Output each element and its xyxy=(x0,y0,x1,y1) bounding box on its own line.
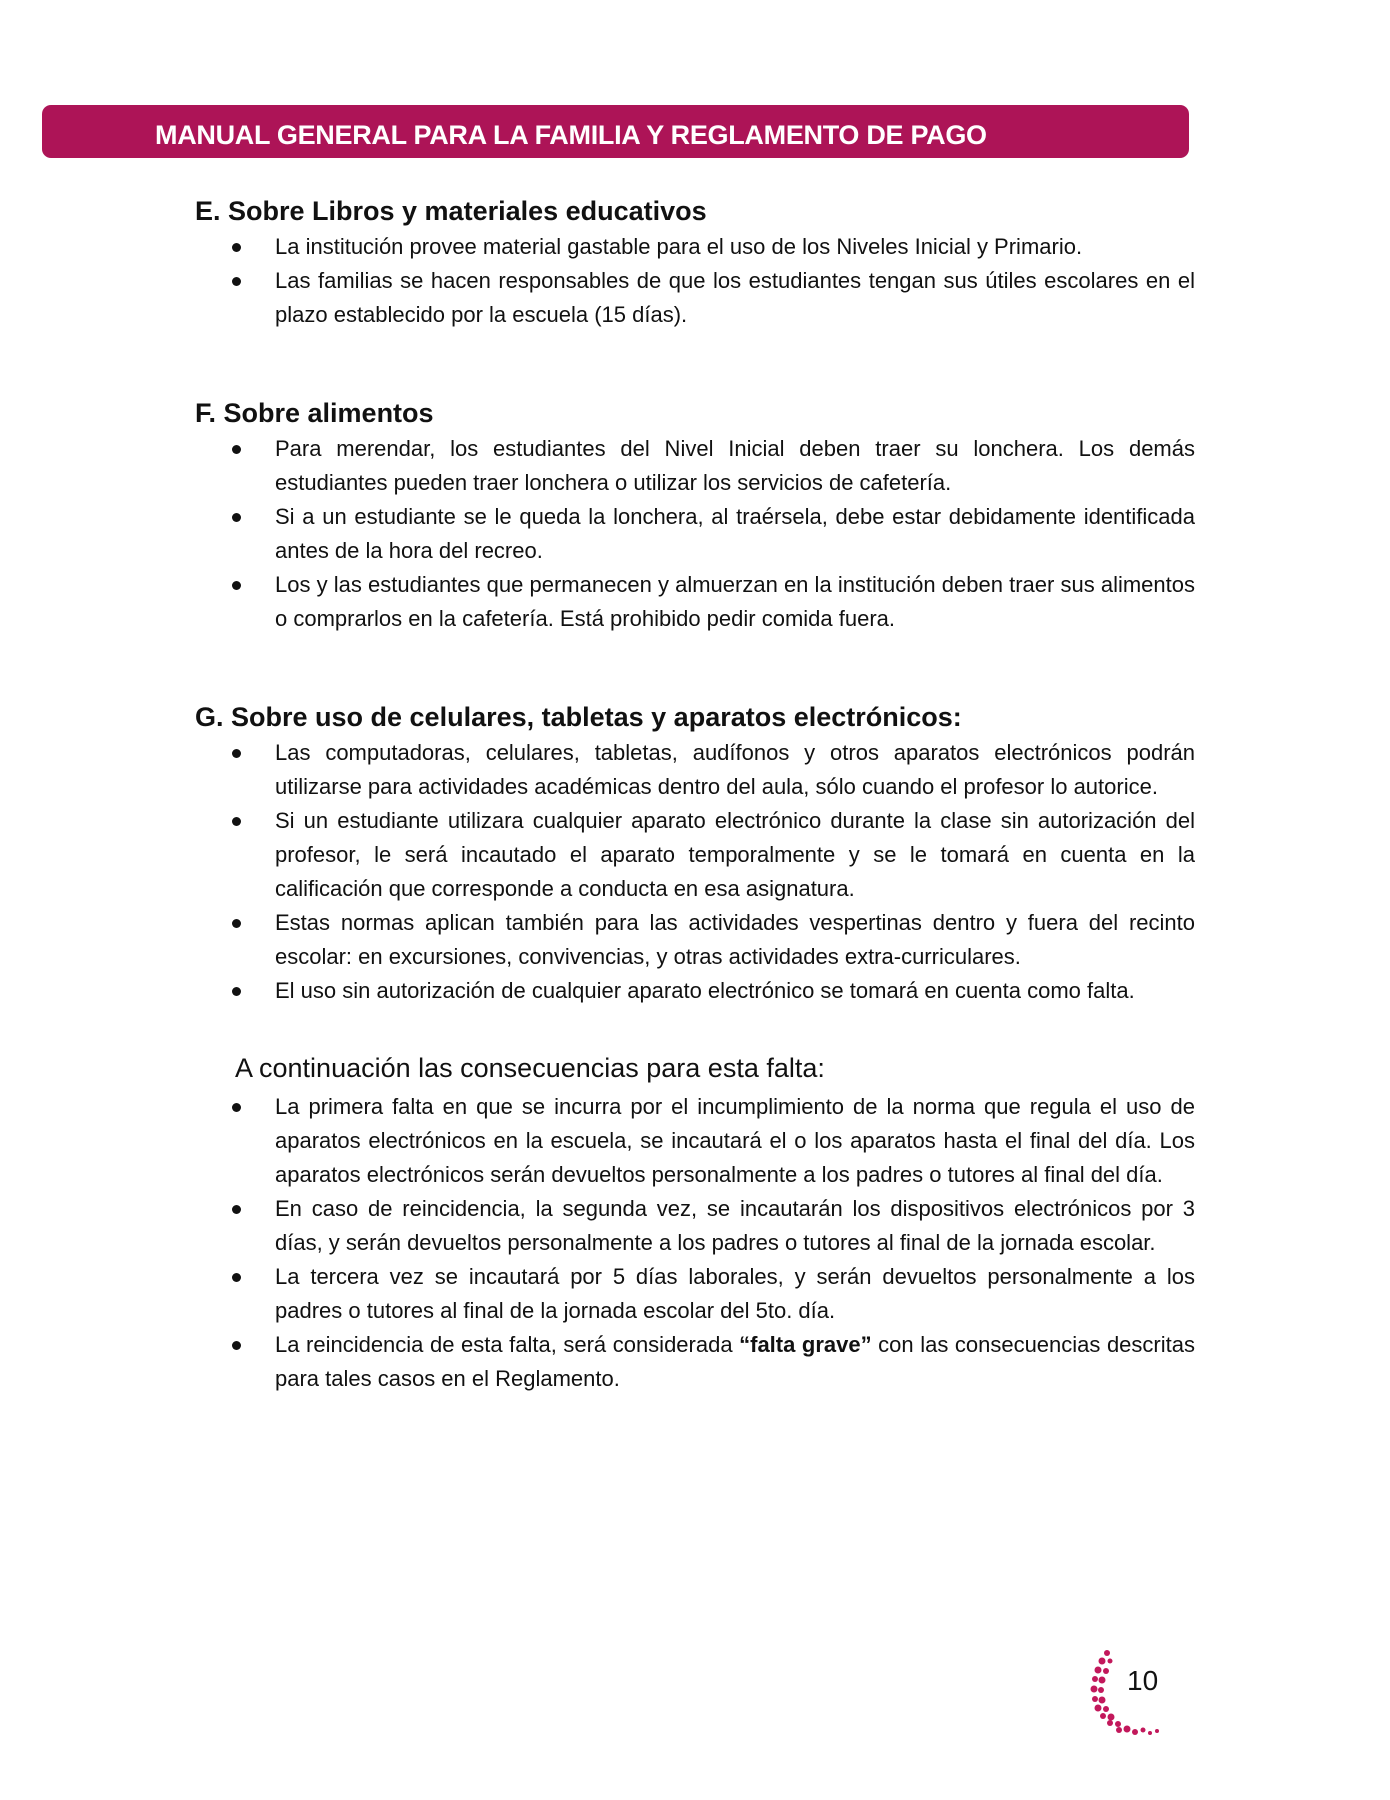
list-item: Para merendar, los estudiantes del Nivel Inicial deben traer su lonchera. Los demás estudiantes pueden traer lonchera o utilizar los servicios de cafetería. xyxy=(195,432,1195,500)
bullet-list xyxy=(195,230,1195,332)
consequences-list xyxy=(195,1090,1195,1396)
section-f xyxy=(195,394,1195,636)
bullet-icon xyxy=(232,987,241,996)
bullet-icon xyxy=(232,513,241,522)
section-title: E. Sobre Libros y materiales educativos xyxy=(195,196,707,226)
bullet-list xyxy=(195,432,1195,636)
bullet-icon xyxy=(232,817,241,826)
list-item: Las familias se hacen responsables de que los estudiantes tengan sus útiles escolares en el plazo establecido por la escuela (15 días). xyxy=(195,264,1195,332)
bullet-icon xyxy=(232,1103,241,1112)
list-item: El uso sin autorización de cualquier aparato electrónico se tomará en cuenta como falta. xyxy=(195,974,1195,1008)
list-item: Si a un estudiante se le queda la lonchera, al traérsela, debe estar debidamente identificada antes de la hora del recreo. xyxy=(195,500,1195,568)
bullet-icon xyxy=(232,1341,241,1350)
bullet-list xyxy=(195,736,1195,1008)
bullet-icon xyxy=(232,277,241,286)
list-item: Los y las estudiantes que permanecen y almuerzan en la institución deben traer sus alimentos o comprarlos en la cafetería. Está prohibido pedir comida fuera. xyxy=(195,568,1195,636)
bullet-icon xyxy=(232,1205,241,1214)
document-body xyxy=(195,192,1195,1396)
list-item-text-before: La reincidencia de esta falta, será considerada xyxy=(275,1332,740,1357)
section-g xyxy=(195,698,1195,1396)
bullet-icon xyxy=(232,1273,241,1282)
document-title: MANUAL GENERAL PARA LA FAMILIA Y REGLAMENTO DE PAGO xyxy=(155,120,987,150)
emphasis-falta-grave: “falta grave” xyxy=(739,1332,872,1357)
section-title: F. Sobre alimentos xyxy=(195,398,434,428)
page-number: 10 xyxy=(1127,1665,1159,1696)
list-item: La institución provee material gastable para el uso de los Niveles Inicial y Primario. xyxy=(195,230,1195,264)
consequences-heading: A continuación las consecuencias para esta falta: xyxy=(235,1053,825,1083)
list-item xyxy=(195,1328,1195,1396)
bullet-icon xyxy=(232,749,241,758)
bullet-icon xyxy=(232,919,241,928)
section-title: G. Sobre uso de celulares, tabletas y aparatos electrónicos: xyxy=(195,702,962,732)
bullet-icon xyxy=(232,445,241,454)
list-item: Si un estudiante utilizara cualquier aparato electrónico durante la clase sin autorización del profesor, le será incautado el aparato temporalmente y se le tomará en cuenta en la calificación que corresponde a conducta en esa asignatura. xyxy=(195,804,1195,906)
header-bar xyxy=(42,105,1189,158)
list-item: Estas normas aplican también para las actividades vespertinas dentro y fuera del recinto escolar: en excursiones, convivencias, y otras actividades extra-curriculares. xyxy=(195,906,1195,974)
bullet-icon xyxy=(232,243,241,252)
list-item-text-after: con las consecuencias descritas para tales casos en el Reglamento. xyxy=(275,1332,1195,1391)
list-item: En caso de reincidencia, la segunda vez, se incautarán los dispositivos electrónicos por 3 días, y serán devueltos personalmente a los padres o tutores al final de la jornada escolar. xyxy=(195,1192,1195,1260)
list-item: La primera falta en que se incurra por el incumplimiento de la norma que regula el uso de aparatos electrónicos en la escuela, se incautará el o los aparatos hasta el final del día. Los aparatos electrónicos serán devueltos personalmente a los padres o tutores al final del día. xyxy=(195,1090,1195,1192)
bullet-icon xyxy=(232,581,241,590)
list-item: Las computadoras, celulares, tabletas, audífonos y otros aparatos electrónicos podrán utilizarse para actividades académicas dentro del aula, sólo cuando el profesor lo autorice. xyxy=(195,736,1195,804)
list-item: La tercera vez se incautará por 5 días laborales, y serán devueltos personalmente a los padres o tutores al final de la jornada escolar del 5to. día. xyxy=(195,1260,1195,1328)
section-e xyxy=(195,192,1195,332)
